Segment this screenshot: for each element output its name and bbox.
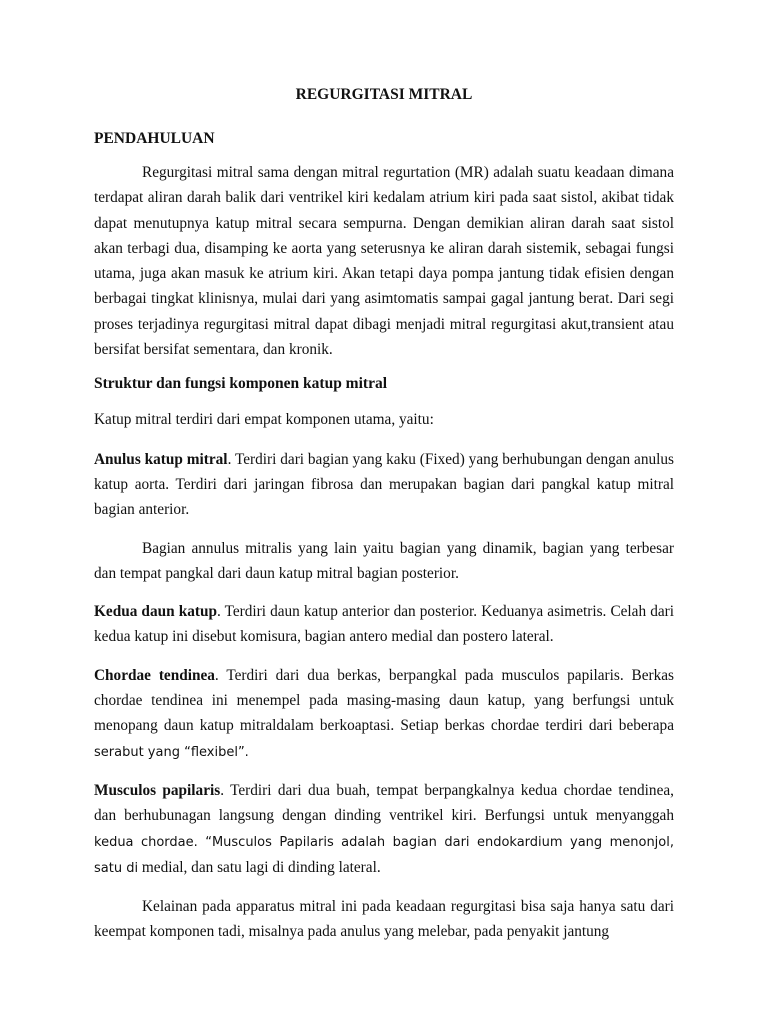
- chordae-text-tail: serabut yang “flexibel”.: [94, 744, 249, 760]
- anulus-paragraph: [94, 447, 674, 523]
- chordae-paragraph: [94, 663, 674, 765]
- document-page: [94, 86, 674, 958]
- subheading-structure: Struktur dan fungsi komponen katup mitral: [94, 375, 388, 393]
- kedua-daun-text: . Terdiri daun katup anterior dan posterior. Keduanya asimetris. Celah dari kedua katup ini disebut komisura, bagian antero medial dan postero lateral.: [94, 603, 674, 646]
- musculos-text-alt: kedua chordae. “Musculos Papilaris adalah bagian dari endokardium yang menonjol, satu di: [94, 834, 674, 876]
- anulus-term: Anulus katup mitral: [94, 450, 228, 468]
- musculos-paragraph: [94, 778, 674, 881]
- components-intro: Katup mitral terdiri dari empat komponen utama, yaitu:: [94, 411, 434, 429]
- chordae-text: . Terdiri dari dua berkas, berpangkal pada musculos papilaris. Berkas chordae tendinea ini menempel pada masing-masing daun katup, yang berfungsi untuk menopang daun katup mitraldalam berkoaptasi. Setiap berkas chordae terdiri dari beberapa: [94, 666, 675, 735]
- musculos-term: Musculos papilaris: [94, 781, 221, 799]
- closing-paragraph: Kelainan pada apparatus mitral ini pada keadaan regurgitasi bisa saja hanya satu dari keempat komponen tadi, misalnya pada anulus yang melebar, pada penyakit jantung: [94, 898, 674, 941]
- chordae-term: Chordae tendinea: [94, 666, 215, 684]
- document-title: REGURGITASI MITRAL: [295, 86, 473, 103]
- anulus-text: . Terdiri dari bagian yang kaku (Fixed) yang berhubungan dengan anulus katup aorta. Terdiri dari jaringan fibrosa dan merupakan bagian dari pangkal katup mitral bagian anterior.: [94, 450, 674, 519]
- kedua-daun-term: Kedua daun katup: [94, 603, 217, 621]
- intro-paragraph: Regurgitasi mitral sama dengan mitral regurtation (MR) adalah suatu keadaan dimana terdapat aliran darah balik dari ventrikel kiri kedalam atrium kiri pada saat sistol, akibat tidak dapat menutupnya katup mitral secara sempurna. Dengan demikian aliran darah saat sistol akan terbagi dua, disamping ke aorta yang seterusnya ke aliran darah sistemik, sebagai fungsi utama, juga akan masuk ke atrium kiri. Akan tetapi daya pompa jantung tidak efisien dengan berbagai tingkat klinisnya, mulai dari yang asimtomatis sampai gagal jantung berat. Dari segi proses terjadinya regurgitasi mitral dapat dibagi menjadi mitral regurgitasi akut,transient atau bersifat bersifat sementara, dan kronik.: [94, 164, 674, 359]
- musculos-text-tail: medial, dan satu lagi di dinding lateral.: [141, 858, 381, 876]
- anulus-posterior-paragraph: Bagian annulus mitralis yang lain yaitu bagian yang dinamik, bagian yang terbesar dan tempat pangkal dari daun katup mitral bagian posterior.: [94, 539, 674, 582]
- musculos-text: . Terdiri dari dua buah, tempat berpangkalnya kedua chordae tendinea, dan berhubunagan langsung dengan dinding ventrikel kiri. Berfungsi untuk menyanggah: [94, 781, 674, 825]
- kedua-daun-paragraph: [94, 599, 674, 650]
- section-heading: PENDAHULUAN: [94, 130, 215, 147]
